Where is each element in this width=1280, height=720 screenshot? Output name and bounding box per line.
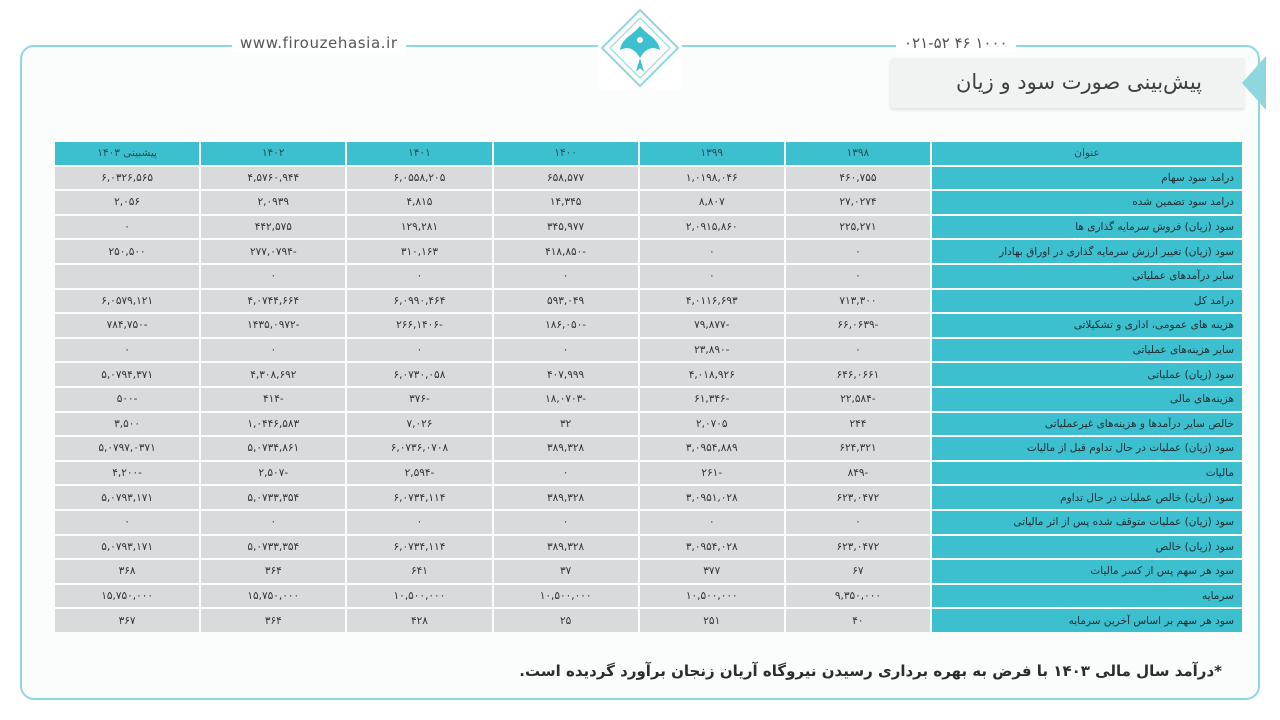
table-cell: ۳۷ — [494, 560, 638, 583]
table-cell: -۲۶۱ — [640, 462, 784, 485]
table-cell: -۸۴۹ — [786, 462, 930, 485]
table-cell: ۶۵۸,۵۷۷ — [494, 167, 638, 190]
table-cell: ۴۲۸ — [347, 609, 491, 632]
table-cell: ۰ — [494, 462, 638, 485]
table-cell: ۳۸۹,۳۲۸ — [494, 437, 638, 460]
table-cell: ۳,۵۰۰ — [55, 413, 199, 436]
row-label: سود (زیان) فروش سرمایه گذاری ها — [932, 216, 1242, 239]
table-cell: ۳۷۷ — [640, 560, 784, 583]
table-cell: -۶۱,۳۴۶ — [640, 388, 784, 411]
column-header-year: ۱۳۹۸ — [786, 142, 930, 165]
table-cell: ۷,۰۲۶ — [347, 413, 491, 436]
table-cell: ۴,۰۱۸,۹۲۶ — [640, 363, 784, 386]
page-title: پیش‌بینی صورت سود و زیان — [955, 70, 1202, 94]
table-cell: ۶۲۴,۳۲۱ — [786, 437, 930, 460]
column-header-year: ۱۴۰۱ — [347, 142, 491, 165]
table-cell: ۰ — [55, 216, 199, 239]
table-cell: ۱۰,۵۰۰,۰۰۰ — [494, 585, 638, 608]
row-label: سود هر سهم بر اساس آخرین سرمایه — [932, 609, 1242, 632]
row-label: سود (زیان) عملیات متوقف شده پس از اثر مالیاتی — [932, 511, 1242, 534]
table-cell: ۰ — [201, 511, 345, 534]
table-body — [55, 167, 1242, 632]
table-cell: ۰ — [640, 240, 784, 263]
table-row — [55, 462, 1242, 485]
table-cell — [55, 265, 199, 288]
table-cell: ۴,۳۰۸,۶۹۲ — [201, 363, 345, 386]
footnote: *درآمد سال مالی ۱۴۰۳ با فرض به بهره برداری رسیدن نیروگاه آریان زنجان برآورد گردیده است. — [519, 662, 1222, 680]
table-row — [55, 413, 1242, 436]
table-cell: ۰ — [494, 511, 638, 534]
table-cell: -۶۶,۰۶۳۹ — [786, 314, 930, 337]
table-cell: ۴,۰۷۴۴,۶۶۴ — [201, 290, 345, 313]
table-cell: ۸,۸۰۷ — [640, 191, 784, 214]
table-cell: ۱۲۹,۲۸۱ — [347, 216, 491, 239]
table-row — [55, 191, 1242, 214]
table-cell: ۵,۰۷۹۷,۰۳۷۱ — [55, 437, 199, 460]
table-cell: -۱۴۳۵,۰۹۷۲ — [201, 314, 345, 337]
table-cell: ۳,۰۹۵۴,۸۸۹ — [640, 437, 784, 460]
table-cell: ۳۶۴ — [201, 609, 345, 632]
table-row — [55, 536, 1242, 559]
table-cell: ۳۲ — [494, 413, 638, 436]
table-cell: ۲۵۱ — [640, 609, 784, 632]
table-cell: -۵۰۰ — [55, 388, 199, 411]
table-cell: ۲,۰۷۰۵ — [640, 413, 784, 436]
table-cell: ۲۵ — [494, 609, 638, 632]
row-label: درامد کل — [932, 290, 1242, 313]
table-cell: -۲۲,۵۸۴ — [786, 388, 930, 411]
phone-number: ۰۲۱-۵۲ ۴۶ ۱۰۰۰ — [896, 34, 1016, 52]
logo-icon — [598, 6, 682, 90]
table-cell: ۶,۰۹۹۰,۴۶۴ — [347, 290, 491, 313]
row-label: سود (زیان) عملیاتی — [932, 363, 1242, 386]
table-row — [55, 167, 1242, 190]
table-row — [55, 609, 1242, 632]
table-row — [55, 511, 1242, 534]
table-cell: ۵,۰۷۹۴,۳۷۱ — [55, 363, 199, 386]
table-cell: ۲,۰۹۱۵,۸۶۰ — [640, 216, 784, 239]
table-cell: ۱۰,۵۰۰,۰۰۰ — [640, 585, 784, 608]
row-label: سایر درآمدهای عملیاتی — [932, 265, 1242, 288]
table-cell: ۰ — [640, 265, 784, 288]
table-cell: ۰ — [494, 265, 638, 288]
table-cell: -۴۱۸,۸۵۰ — [494, 240, 638, 263]
table-cell: ۲,۰۵۶ — [55, 191, 199, 214]
row-label: هزینه‌های مالی — [932, 388, 1242, 411]
table-cell: ۶۴۱ — [347, 560, 491, 583]
row-label: سود (زیان) خالص — [932, 536, 1242, 559]
row-label: هزینه های عمومی، اداری و تشکیلاتی — [932, 314, 1242, 337]
table-cell: ۶,۰۷۳۴,۱۱۴ — [347, 486, 491, 509]
table-cell: -۷۸۴,۷۵۰ — [55, 314, 199, 337]
table-cell: ۶۴۶,۰۶۶۱ — [786, 363, 930, 386]
table-cell: ۱۴,۳۴۵ — [494, 191, 638, 214]
column-header-title: عنوان — [932, 142, 1242, 165]
table-cell: ۴۰۷,۹۹۹ — [494, 363, 638, 386]
table-cell: ۱۵,۷۵۰,۰۰۰ — [201, 585, 345, 608]
table-cell: ۳۸۹,۳۲۸ — [494, 486, 638, 509]
table-cell: -۱۸۶,۰۵۰ — [494, 314, 638, 337]
table-cell: ۴,۰۱۱۶,۶۹۳ — [640, 290, 784, 313]
table-row — [55, 216, 1242, 239]
row-label: مالیات — [932, 462, 1242, 485]
table-cell: ۳۱۰,۱۶۳ — [347, 240, 491, 263]
table-cell: ۶,۰۷۳۶,۰۷۰۸ — [347, 437, 491, 460]
table-cell: -۲,۵۹۴ — [347, 462, 491, 485]
table-header-row — [55, 142, 1242, 165]
table-cell: ۴۴۲,۵۷۵ — [201, 216, 345, 239]
table-cell: ۳۶۷ — [55, 609, 199, 632]
table-cell: ۰ — [640, 511, 784, 534]
table-cell: ۶,۰۵۷۹,۱۲۱ — [55, 290, 199, 313]
table-cell: ۶,۰۵۵۸,۲۰۵ — [347, 167, 491, 190]
table-cell: -۱۸,۰۷۰۳ — [494, 388, 638, 411]
table-row — [55, 560, 1242, 583]
column-header-year: ۱۴۰۰ — [494, 142, 638, 165]
table-cell: ۱,۰۴۴۶,۵۸۳ — [201, 413, 345, 436]
table-cell: ۵,۰۷۹۳,۱۷۱ — [55, 486, 199, 509]
row-label: سود (زیان) عملیات در حال تداوم قبل از مالیات — [932, 437, 1242, 460]
table-cell: ۰ — [786, 265, 930, 288]
table-cell: ۰ — [347, 265, 491, 288]
table-cell: ۲,۰۹۳۹ — [201, 191, 345, 214]
table-cell: ۶۷ — [786, 560, 930, 583]
table-cell: ۳۶۴ — [201, 560, 345, 583]
table-cell: ۰ — [201, 265, 345, 288]
table-cell: ۰ — [347, 511, 491, 534]
row-label: سود (زیان) خالص عملیات در حال تداوم — [932, 486, 1242, 509]
table-cell: ۵,۰۷۳۳,۳۵۴ — [201, 536, 345, 559]
table-cell: ۶,۰۳۲۶,۵۶۵ — [55, 167, 199, 190]
table-cell: ۴,۵۷۶۰,۹۴۴ — [201, 167, 345, 190]
table-cell: ۲۵۰,۵۰۰ — [55, 240, 199, 263]
table-cell: -۲,۵۰۷ — [201, 462, 345, 485]
table-row — [55, 585, 1242, 608]
table-cell: ۰ — [786, 339, 930, 362]
table-row — [55, 486, 1242, 509]
table-cell: ۰ — [55, 339, 199, 362]
table-row — [55, 363, 1242, 386]
table-cell: -۴۱۴ — [201, 388, 345, 411]
table-cell: ۳۴۵,۹۷۷ — [494, 216, 638, 239]
table-row — [55, 240, 1242, 263]
row-label: سایر هزینه‌های عملیاتی — [932, 339, 1242, 362]
table-cell: ۳۸۹,۳۲۸ — [494, 536, 638, 559]
row-label: درامد سود سهام — [932, 167, 1242, 190]
row-label: سرمایه — [932, 585, 1242, 608]
table-cell: ۰ — [347, 339, 491, 362]
table-cell: ۶,۰۷۳۰,۰۵۸ — [347, 363, 491, 386]
table-cell: ۶۲۳,۰۴۷۲ — [786, 486, 930, 509]
table-cell: -۷۹,۸۷۷ — [640, 314, 784, 337]
table-row — [55, 339, 1242, 362]
column-header-year: ۱۳۹۹ — [640, 142, 784, 165]
table-cell: ۵,۰۷۳۳,۳۵۴ — [201, 486, 345, 509]
table-cell: ۰ — [494, 339, 638, 362]
table-cell: ۳۶۸ — [55, 560, 199, 583]
banner-tip — [1242, 56, 1266, 110]
table-cell: -۲۳,۸۹۰ — [640, 339, 784, 362]
table-cell: ۶۲۳,۰۴۷۲ — [786, 536, 930, 559]
table-cell: ۴۶۰,۷۵۵ — [786, 167, 930, 190]
table-cell: -۴,۲۰۰ — [55, 462, 199, 485]
website-url[interactable]: www.firouzehasia.ir — [232, 34, 406, 52]
table-cell: ۵,۰۷۳۴,۸۶۱ — [201, 437, 345, 460]
table-cell: ۲۴۴ — [786, 413, 930, 436]
row-label: درامد سود تضمین شده — [932, 191, 1242, 214]
table-cell: ۵۹۳,۰۴۹ — [494, 290, 638, 313]
table-row — [55, 388, 1242, 411]
table-row — [55, 437, 1242, 460]
table-cell: ۲۲۵,۲۷۱ — [786, 216, 930, 239]
table-cell: ۶,۰۷۳۴,۱۱۴ — [347, 536, 491, 559]
column-header-year: پیشبینی ۱۴۰۳ — [55, 142, 199, 165]
table-row — [55, 265, 1242, 288]
table-cell: ۱,۰۱۹۸,۰۴۶ — [640, 167, 784, 190]
table-row — [55, 290, 1242, 313]
income-forecast-table — [53, 140, 1244, 634]
table-cell: ۱۵,۷۵۰,۰۰۰ — [55, 585, 199, 608]
table-cell: ۵,۰۷۹۳,۱۷۱ — [55, 536, 199, 559]
table-cell: ۰ — [55, 511, 199, 534]
row-label: خالص سایر درآمدها و هزینه‌های غیرعملیاتی — [932, 413, 1242, 436]
row-label: سود (زیان) تغییر ارزش سرمایه گذاری در اوراق بهادار — [932, 240, 1242, 263]
table-row — [55, 314, 1242, 337]
table-cell: ۹,۳۵۰,۰۰۰ — [786, 585, 930, 608]
table-cell: -۳۷۶ — [347, 388, 491, 411]
table-cell: ۳,۰۹۵۴,۰۲۸ — [640, 536, 784, 559]
table-cell: ۱۰,۵۰۰,۰۰۰ — [347, 585, 491, 608]
table-cell: ۰ — [786, 240, 930, 263]
table-cell: ۴,۸۱۵ — [347, 191, 491, 214]
table-cell: ۲۷,۰۲۷۴ — [786, 191, 930, 214]
table-cell: ۳,۰۹۵۱,۰۲۸ — [640, 486, 784, 509]
column-header-year: ۱۴۰۲ — [201, 142, 345, 165]
table-cell: ۰ — [786, 511, 930, 534]
table-cell: ۰ — [201, 339, 345, 362]
table-cell: ۴۰ — [786, 609, 930, 632]
table-cell: -۲۷۷,۰۷۹۴ — [201, 240, 345, 263]
row-label: سود هر سهم پس از کسر مالیات — [932, 560, 1242, 583]
table-cell: -۲۶۶,۱۴۰۶ — [347, 314, 491, 337]
table-cell: ۷۱۳,۳۰۰ — [786, 290, 930, 313]
firouzeh-logo — [598, 6, 682, 90]
